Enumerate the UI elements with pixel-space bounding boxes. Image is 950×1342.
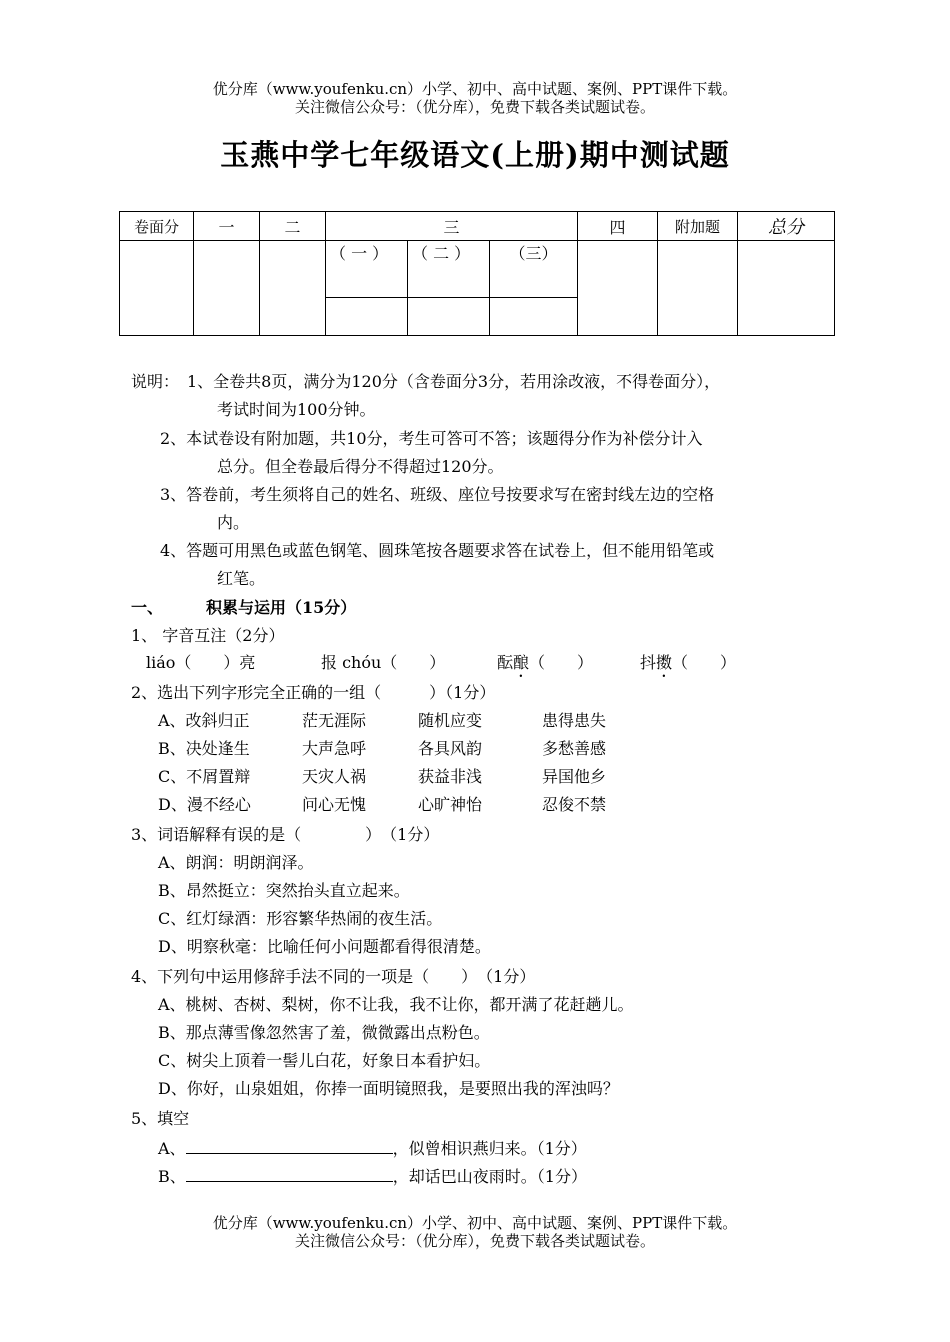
q2-option-c-w4: 异国他乡 — [542, 767, 607, 786]
section-1-title: 积累与运用（15分） — [206, 598, 357, 617]
q4-option-c: C、树尖上顶着一髻儿白花，好象日本看护妇。 — [158, 1051, 491, 1070]
header-part-4: 四 — [578, 212, 658, 241]
header-line-2: 关注微信公众号：（优分库），免费下载各类试题试卷。 — [294, 98, 655, 116]
score-cell-4[interactable] — [578, 241, 658, 336]
score-cell-1[interactable] — [194, 241, 260, 336]
score-cell-3-2[interactable] — [408, 298, 490, 336]
instruction-2b: 总分。但全卷最后得分不得超过120分。 — [217, 457, 504, 476]
q1-item-b: 报 chóu（ ） — [321, 653, 446, 672]
page-title: 玉燕中学七年级语文(上册)期中测试题 — [220, 138, 730, 172]
q5-title: 5、填空 — [131, 1109, 190, 1128]
q2-option-a-w2: 茫无涯际 — [302, 711, 367, 730]
q1-item-c: 酝酿（ ） — [497, 653, 594, 672]
q2-option-d-w3: 心旷神怡 — [418, 795, 483, 814]
q2-option-b: B、决处逢生 — [158, 739, 250, 758]
q3-option-d: D、明察秋毫：比喻任何小问题都看得很清楚。 — [158, 937, 491, 956]
subheader-3-1: （ 一 ） — [326, 241, 408, 298]
q5-b-answer-blank[interactable] — [186, 1165, 393, 1182]
q3-option-a: A、朗润：明朗润泽。 — [158, 853, 314, 872]
instruction-2a: 2、本试卷设有附加题，共10分，考生可答可不答；该题得分作为补偿分计入 — [160, 429, 703, 448]
q2-option-d-w2: 问心无愧 — [302, 795, 367, 814]
header-line-1: 优分库（www.youfenku.cn）小学、初中、高中试题、案例、PPT课件下载。 — [212, 80, 738, 98]
instruction-3a: 3、答卷前，考生须将自己的姓名、班级、座位号按要求写在密封线左边的空格 — [160, 485, 715, 504]
q2-option-d: D、漫不经心 — [158, 795, 251, 814]
q5-item-b: B、 ，却话巴山夜雨时。（1分） — [158, 1167, 587, 1186]
header-part-2: 二 — [260, 212, 326, 241]
subheader-3-2: （ 二 ） — [408, 241, 490, 298]
q2-option-b-w3: 各具风韵 — [418, 739, 483, 758]
q1-title: 1、 字音互注（2分） — [131, 626, 285, 645]
header-part-3: 三 — [326, 212, 578, 241]
header-total: 总分 — [738, 212, 835, 241]
q2-option-b-w4: 多愁善感 — [542, 739, 607, 758]
q1-item-d-dotted-char: 擞 — [656, 653, 673, 672]
section-1-number: 一、 — [131, 598, 164, 617]
score-cell-3-1[interactable] — [326, 298, 408, 336]
score-cell-fujia[interactable] — [658, 241, 738, 336]
footer-line-1: 优分库（www.youfenku.cn）小学、初中、高中试题、案例、PPT课件下载。 — [212, 1214, 738, 1232]
instruction-3b: 内。 — [217, 513, 250, 532]
q1-item-c-dotted-char: 酿 — [513, 653, 530, 672]
subheader-3-3: （三） — [490, 241, 578, 298]
instruction-4a: 4、答题可用黑色或蓝色钢笔、圆珠笔按各题要求答在试卷上，但不能用铅笔或 — [160, 541, 715, 560]
q5-item-a: A、 ，似曾相识燕归来。（1分） — [158, 1139, 587, 1158]
q3-option-c: C、红灯绿酒：形容繁华热闹的夜生活。 — [158, 909, 443, 928]
q2-option-c-w3: 获益非浅 — [418, 767, 483, 786]
q2-option-c-w2: 天灾人祸 — [302, 767, 367, 786]
score-cell-2[interactable] — [260, 241, 326, 336]
q2-option-a-w3: 随机应变 — [418, 711, 483, 730]
footer-line-2: 关注微信公众号：（优分库），免费下载各类试题试卷。 — [294, 1232, 655, 1250]
q4-option-d: D、你好，山泉姐姐，你捧一面明镜照我，是要照出我的浑浊吗？ — [158, 1079, 619, 1098]
score-table — [119, 211, 835, 336]
q1-item-a: liáo（ ）亮 — [146, 653, 256, 672]
q1-item-d: 抖擞（ ） — [640, 653, 737, 672]
q5-a-answer-blank[interactable] — [186, 1137, 393, 1154]
header-fujia: 附加题 — [658, 212, 738, 241]
q2-option-d-w4: 忍俊不禁 — [542, 795, 607, 814]
header-part-1: 一 — [194, 212, 260, 241]
score-cell-juanmian[interactable] — [120, 241, 194, 336]
q2-option-c: C、不屑置辩 — [158, 767, 251, 786]
q4-option-a: A、桃树、杏树、梨树，你不让我，我不让你，都开满了花赶趟儿。 — [158, 995, 634, 1014]
header-juanmian: 卷面分 — [120, 212, 194, 241]
q3-option-b: B、昂然挺立：突然抬头直立起来。 — [158, 881, 410, 900]
instructions-label: 说明： — [131, 372, 180, 391]
q2-option-b-w2: 大声急呼 — [302, 739, 367, 758]
instruction-1b: 考试时间为100分钟。 — [217, 400, 376, 419]
score-cell-total[interactable] — [738, 241, 835, 336]
q4-title: 4、下列句中运用修辞手法不同的一项是（ ） （1分） — [131, 967, 536, 986]
q4-option-b: B、那点薄雪像忽然害了羞，微微露出点粉色。 — [158, 1023, 490, 1042]
q2-option-a-w4: 患得患失 — [542, 711, 607, 730]
instruction-4b: 红笔。 — [217, 569, 266, 588]
q2-title: 2、选出下列字形完全正确的一组（ ）（1分） — [131, 683, 496, 702]
q3-title: 3、词语解释有误的是（ ） （1分） — [131, 825, 440, 844]
q2-option-a: A、改斜归正 — [158, 711, 250, 730]
score-cell-3-3[interactable] — [490, 298, 578, 336]
instruction-1a: 1、全卷共8页，满分为120分（含卷面分3分，若用涂改液，不得卷面分）， — [187, 372, 721, 391]
